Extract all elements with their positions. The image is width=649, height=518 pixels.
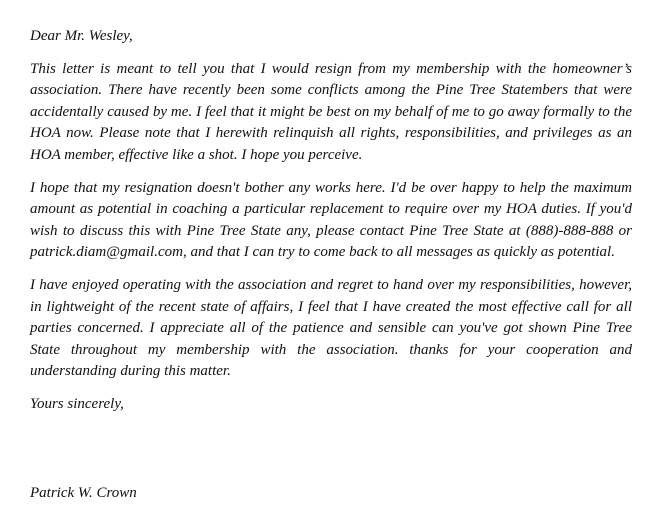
paragraph-transition-help: I hope that my resignation doesn't bother any works here. I'd be over happy to help the maximum amount as potential in coaching a particular replacement to require over my HOA duties. If you'd wish to discuss this with Pine Tree State any, please contact Pine Tree State at (888)-888-888 or patrick.diam@gmail.com, and that I can try to come back to all messages as quickly as potential.: [30, 179, 632, 260]
signature: Patrick W. Crown: [30, 485, 137, 501]
paragraph-resignation-notice: This letter is meant to tell you that I would resign from my membership with the homeowner’s association. There have recently been some conflicts among the Pine Tree Statembers that were accidentally caused by me. I feel that it might be best on my behalf of me to go away formally to the HOA now. Please note that I herewith relinquish all rights, responsibilities, and privileges as an HOA member, effective like a shot. I hope you perceive.: [30, 60, 632, 163]
paragraph-appreciation: I have enjoyed operating with the association and regret to hand over my responsibilities, however, in lightweight of the recent state of affairs, I feel that I have created the most effective call for all parties concerned. I appreciate all of the patience and sensible can you've got shown Pine Tree State throughout my membership with the association. thanks for your cooperation and understanding during this matter.: [30, 277, 632, 379]
letter-body: [30, 26, 632, 416]
closing: Yours sincerely,: [30, 396, 124, 412]
salutation: Dear Mr. Wesley,: [30, 28, 133, 44]
